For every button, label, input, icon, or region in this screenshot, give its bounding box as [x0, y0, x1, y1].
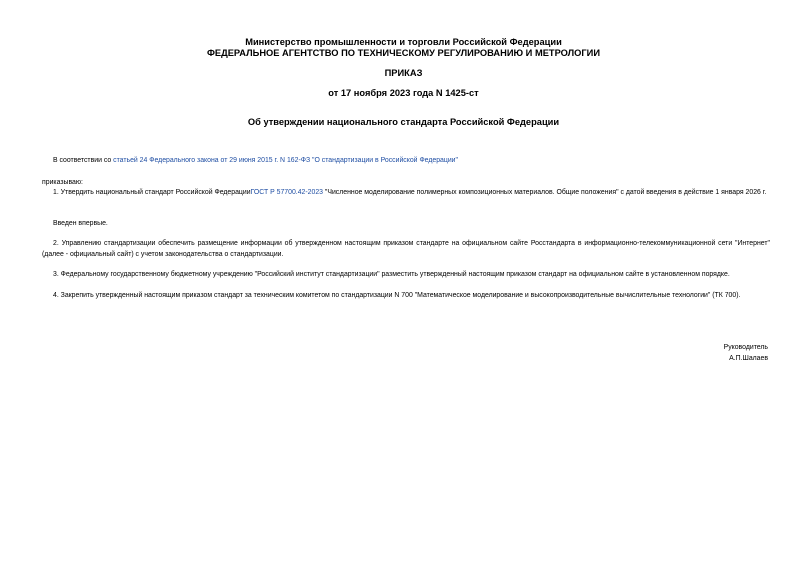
item-3-paragraph: 3. Федеральному государственному бюджетному учреждению "Российский институт стандартизации" разместить утвержденный настоящим приказом стандарт на официальном сайте в установленном порядке. [53, 271, 730, 278]
item-1-text: 1. Утвердить национальный стандарт Российской Федерации [53, 189, 251, 196]
preamble-text: В соответствии со [53, 157, 114, 164]
document-date-number: от 17 ноября 2023 года N 1425-ст [328, 88, 479, 98]
signature-name: А.П.Шалаев [729, 355, 768, 362]
item-1-paragraph [42, 187, 770, 198]
agency-name: ФЕДЕРАЛЬНОЕ АГЕНТСТВО ПО ТЕХНИЧЕСКОМУ РЕГУЛИРОВАНИЮ И МЕТРОЛОГИИ [206, 48, 601, 58]
item-1-text-end: "Численное моделирование полимерных композиционных материалов. Общие положения" с датой введения в действие 1 января 2026 г. [323, 189, 767, 196]
preamble-paragraph [53, 155, 781, 166]
item-4-paragraph: 4. Закрепить утвержденный настоящим приказом стандарт за техническим комитетом по стандартизации N 700 "Математическое моделирование и высокопроизводительные вычислительные технологии" (ТК 700). [53, 292, 741, 299]
document-subject: Об утверждении национального стандарта Российской Федерации [247, 117, 560, 127]
order-word: приказываю: [42, 179, 83, 186]
first-introduced-note: Введен впервые. [53, 220, 108, 227]
ministry-name: Министерство промышленности и торговли Российской Федерации [245, 37, 562, 47]
gost-standard-link[interactable]: ГОСТ Р 57700.42-2023 [250, 189, 323, 196]
item-2-paragraph: 2. Управлению стандартизации обеспечить размещение информации об утвержденном настоящим приказом стандарте на официальном сайте Росстандарта в информационно-телекоммуникационной сети "Интернет" (далее - официальный сайт) с учетом законодательства о стандартизации. [42, 240, 770, 258]
federal-law-link[interactable]: статьей 24 Федерального закона от 29 июня 2015 г. N 162-ФЗ "О стандартизации в Российской Федерации" [113, 157, 458, 164]
document-type: ПРИКАЗ [384, 68, 423, 78]
signature-title: Руководитель [723, 344, 768, 351]
